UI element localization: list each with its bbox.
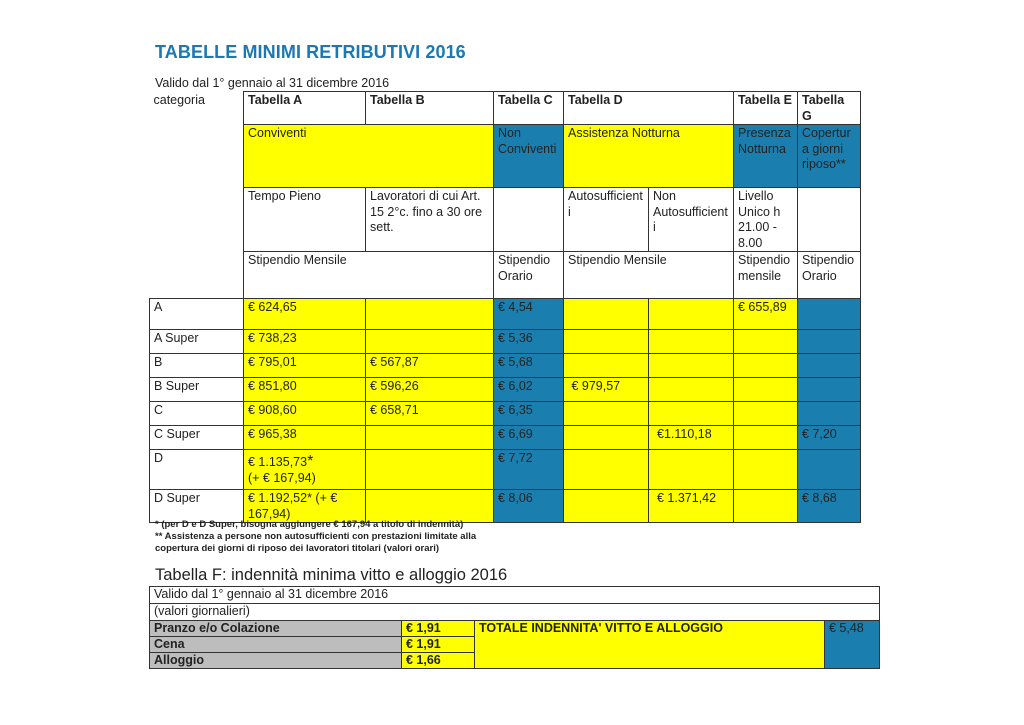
cell-tabella-c: € 6,69 <box>494 426 564 450</box>
table-row <box>150 621 880 637</box>
footnote-2: ** Assistenza a persone non autosufficienti con prestazioni limitate alla <box>155 531 477 542</box>
footnote-1: * (per D e D Super, bisogna aggiungere € 167,94 a titolo di indennità) <box>155 519 464 530</box>
cell-tabella-e <box>734 354 798 378</box>
cell-tabella-d2 <box>649 299 734 330</box>
cell-tabella-b <box>366 490 494 523</box>
footnotes <box>155 519 476 555</box>
lavoratori-cell: Lavoratori di cui Art. 15 2°c. fino a 30 ore sett. <box>366 188 494 252</box>
cell-tabella-c: € 8,06 <box>494 490 564 523</box>
table-row <box>150 330 861 354</box>
cell-tabella-d1 <box>564 354 649 378</box>
cell-tabella-c: € 5,68 <box>494 354 564 378</box>
non-autosufficienti-cell: Non Autosufficienti <box>649 188 734 252</box>
empty-cell <box>150 252 244 299</box>
item-value: € 1,66 <box>402 653 475 669</box>
table-row <box>150 426 861 450</box>
value-d-a: € 1.135,73 <box>248 455 308 469</box>
header-tabella-e: Tabella E <box>734 92 798 125</box>
cell-tabella-a: € 1.192,52* (+ € 167,94) <box>244 490 366 523</box>
stipendio-mensile-cell: Stipendio Mensile <box>244 252 494 299</box>
cell-tabella-g: € 8,68 <box>798 490 861 523</box>
cell-tabella-d2 <box>649 450 734 490</box>
empty-cell <box>798 188 861 252</box>
minimi-retributivi-table <box>149 91 861 523</box>
cell-tabella-b: € 596,26 <box>366 378 494 402</box>
cell-tabella-g: € 7,20 <box>798 426 861 450</box>
cell-tabella-g <box>798 354 861 378</box>
cell-tabella-g <box>798 450 861 490</box>
empty-cell <box>494 188 564 252</box>
stipendio-orario-cell: Stipendio Orario <box>494 252 564 299</box>
cell-tabella-a: € 965,38 <box>244 426 366 450</box>
validity-subtitle: Valido dal 1° gennaio al 31 dicembre 2016 <box>155 76 390 90</box>
cell-tabella-d2 <box>649 330 734 354</box>
cell-tabella-c: € 7,72 <box>494 450 564 490</box>
stipendio-mensile-e-cell: Stipendio mensile <box>734 252 798 299</box>
cell-tabella-d2 <box>649 354 734 378</box>
table-row <box>150 402 861 426</box>
empty-cell <box>150 188 244 252</box>
footnote-3: copertura dei giorni di riposo dei lavoratori titolari (valori orari) <box>155 543 439 554</box>
cell-tabella-b <box>366 450 494 490</box>
item-label: Pranzo e/o Colazione <box>150 621 402 637</box>
row-category: A Super <box>150 330 244 354</box>
cell-tabella-a: € 795,01 <box>244 354 366 378</box>
cell-tabella-e <box>734 450 798 490</box>
cell-tabella-e: € 655,89 <box>734 299 798 330</box>
cell-tabella-c: € 4,54 <box>494 299 564 330</box>
cell-tabella-a <box>244 450 366 490</box>
cell-tabella-g <box>798 330 861 354</box>
cell-tabella-e <box>734 402 798 426</box>
cell-tabella-g <box>798 402 861 426</box>
stipendio-orario-g-cell: Stipendio Orario <box>798 252 861 299</box>
copertura-cell: Copertura giorni riposo** <box>798 125 861 188</box>
row-category: B <box>150 354 244 378</box>
cell-tabella-d1 <box>564 402 649 426</box>
item-value: € 1,91 <box>402 637 475 653</box>
cell-tabella-c: € 5,36 <box>494 330 564 354</box>
assistenza-notturna-cell: Assistenza Notturna <box>564 125 734 188</box>
asterisk-mark: * <box>307 453 314 470</box>
table-row <box>150 299 861 330</box>
table-row <box>150 490 861 523</box>
cell-tabella-d1: € 979,57 <box>564 378 649 402</box>
cell-tabella-c: € 6,02 <box>494 378 564 402</box>
cell-tabella-d2 <box>649 378 734 402</box>
header-tabella-g: Tabella G <box>798 92 861 125</box>
indennita-validity: Valido dal 1° gennaio al 31 dicembre 2016 <box>150 587 880 604</box>
cell-tabella-d1 <box>564 490 649 523</box>
cell-tabella-a: € 851,80 <box>244 378 366 402</box>
stipendio-mensile-d-cell: Stipendio Mensile <box>564 252 734 299</box>
row-category: D Super <box>150 490 244 523</box>
cell-tabella-e <box>734 426 798 450</box>
cell-tabella-d2 <box>649 402 734 426</box>
cell-tabella-a: € 738,23 <box>244 330 366 354</box>
table-row <box>150 378 861 402</box>
cell-tabella-b: € 567,87 <box>366 354 494 378</box>
cell-tabella-a: € 908,60 <box>244 402 366 426</box>
cell-tabella-d2: € 1.371,42 <box>649 490 734 523</box>
tempo-pieno-cell: Tempo Pieno <box>244 188 366 252</box>
cell-tabella-d2: €1.110,18 <box>649 426 734 450</box>
row-category: A <box>150 299 244 330</box>
row-category: C <box>150 402 244 426</box>
totale-value-cell: € 5,48 <box>825 621 880 669</box>
row-category: C Super <box>150 426 244 450</box>
totale-label-cell: TOTALE INDENNITA' VITTO E ALLOGGIO <box>475 621 825 669</box>
cell-tabella-b: € 658,71 <box>366 402 494 426</box>
cell-tabella-e <box>734 330 798 354</box>
cell-tabella-e <box>734 378 798 402</box>
presenza-notturna-cell: Presenza Notturna <box>734 125 798 188</box>
cell-tabella-d1 <box>564 426 649 450</box>
cell-tabella-d1 <box>564 330 649 354</box>
header-tabella-d: Tabella D <box>564 92 734 125</box>
cell-tabella-g <box>798 378 861 402</box>
livello-unico-cell: Livello Unico h 21.00 - 8.00 <box>734 188 798 252</box>
header-tabella-b: Tabella B <box>366 92 494 125</box>
empty-cell <box>150 125 244 188</box>
table-row <box>150 450 861 490</box>
row-category: D <box>150 450 244 490</box>
autosufficienti-cell: Autosufficienti <box>564 188 649 252</box>
header-categoria: categoria <box>153 92 205 107</box>
cell-tabella-b <box>366 330 494 354</box>
cell-tabella-b <box>366 426 494 450</box>
page-title: TABELLE MINIMI RETRIBUTIVI 2016 <box>155 42 466 62</box>
table-row <box>150 354 861 378</box>
cell-tabella-b <box>366 299 494 330</box>
row-category: B Super <box>150 378 244 402</box>
value-d-extra: (+ € 167,94) <box>248 470 316 485</box>
item-value: € 1,91 <box>402 621 475 637</box>
header-tabella-c: Tabella C <box>494 92 564 125</box>
cell-tabella-d1 <box>564 450 649 490</box>
cell-tabella-a: € 624,65 <box>244 299 366 330</box>
item-label: Cena <box>150 637 402 653</box>
tabella-f-title: Tabella F: indennità minima vitto e alloggio 2016 <box>155 566 508 584</box>
conviventi-cell: Conviventi <box>244 125 494 188</box>
cell-tabella-d1 <box>564 299 649 330</box>
non-conviventi-cell: Non Conviventi <box>494 125 564 188</box>
indennita-table <box>149 586 880 669</box>
header-tabella-a: Tabella A <box>244 92 366 125</box>
cell-tabella-g <box>798 299 861 330</box>
indennita-valori: (valori giornalieri) <box>150 604 880 621</box>
cell-tabella-c: € 6,35 <box>494 402 564 426</box>
item-label: Alloggio <box>150 653 402 669</box>
cell-tabella-e <box>734 490 798 523</box>
